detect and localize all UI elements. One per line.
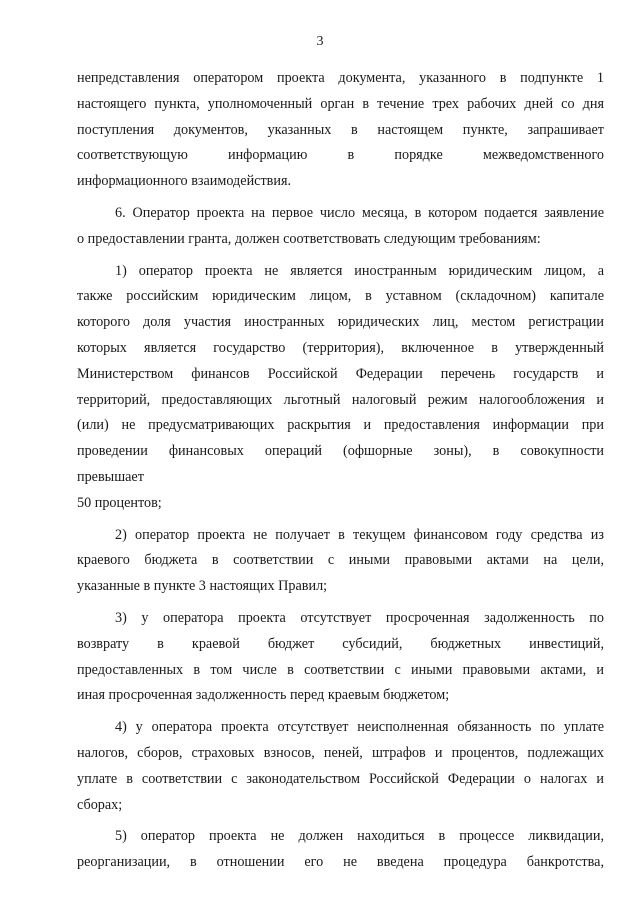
- text-line: информационного взаимодействия.: [77, 173, 292, 190]
- text-line: 6. Оператор проекта на первое число месяца, в котором подается заявление: [115, 204, 604, 221]
- text-line: предоставленных в том числе в соответствии с иными правовыми актами, и: [77, 661, 604, 678]
- paragraph-subitem-2: [77, 523, 604, 600]
- text-line: о предоставлении гранта, должен соответствовать следующим требованиям:: [77, 230, 541, 247]
- text-line: иная просроченная задолженность перед краевым бюджетом;: [77, 687, 450, 704]
- paragraph-continuation: [77, 66, 604, 195]
- text-line: поступления документов, указанных в настоящем пункте, запрашивает: [77, 121, 604, 138]
- text-line: настоящего пункта, уполномоченный орган в течение трех рабочих дней со дня: [77, 95, 604, 112]
- page-number: 3: [316, 34, 324, 49]
- text-line: указанные в пункте 3 настоящих Правил;: [77, 578, 328, 595]
- paragraph-item-6: [77, 201, 604, 253]
- text-line: превышает: [77, 468, 144, 485]
- text-line: возврату в краевой бюджет субсидий, бюджетных инвестиций,: [77, 635, 604, 652]
- text-line: проведении финансовых операций (офшорные зоны), в совокупности: [77, 443, 604, 460]
- paragraph-subitem-1: [77, 259, 604, 517]
- text-line: 50 процентов;: [77, 494, 162, 511]
- text-line: 3) у оператора проекта отсутствует просроченная задолженность по: [115, 609, 604, 626]
- text-line: которых является государство (территория), включенное в утвержденный: [77, 339, 604, 356]
- text-line: соответствующую информацию в порядке межведомственного: [77, 147, 604, 164]
- text-line: 2) оператор проекта не получает в текущем финансовом году средства из: [115, 526, 604, 543]
- text-line: реорганизации, в отношении его не введена процедура банкротства,: [77, 854, 604, 871]
- text-line: 1) оператор проекта не является иностранным юридическим лицом, а: [115, 262, 604, 279]
- text-line: Министерством финансов Российской Федерации перечень государств и: [77, 365, 604, 382]
- paragraph-subitem-4: [77, 715, 604, 818]
- paragraph-subitem-5: [77, 824, 604, 876]
- text-line: 4) у оператора проекта отсутствует неисполненная обязанность по уплате: [115, 719, 604, 736]
- text-line: уплате в соответствии с законодательством Российской Федерации о налогах и: [77, 770, 604, 787]
- text-line: 5) оператор проекта не должен находиться в процессе ликвидации,: [115, 828, 604, 845]
- text-line: также российским юридическим лицом, в уставном (складочном) капитале: [77, 288, 604, 305]
- text-line: (или) не предусматривающих раскрытия и предоставления информации при: [77, 417, 604, 434]
- text-line: налогов, сборов, страховых взносов, пеней, штрафов и процентов, подлежащих: [77, 744, 604, 761]
- document-body: [77, 66, 604, 876]
- text-line: сборах;: [77, 796, 123, 813]
- paragraph-subitem-3: [77, 606, 604, 709]
- text-line: краевого бюджета в соответствии с иными правовыми актами на цели,: [77, 552, 604, 569]
- text-line: непредставления оператором проекта документа, указанного в подпункте 1: [77, 70, 604, 86]
- text-line: которого доля участия иностранных юридических лиц, местом регистрации: [77, 314, 604, 331]
- text-line: территорий, предоставляющих льготный налоговый режим налогообложения и: [77, 391, 604, 408]
